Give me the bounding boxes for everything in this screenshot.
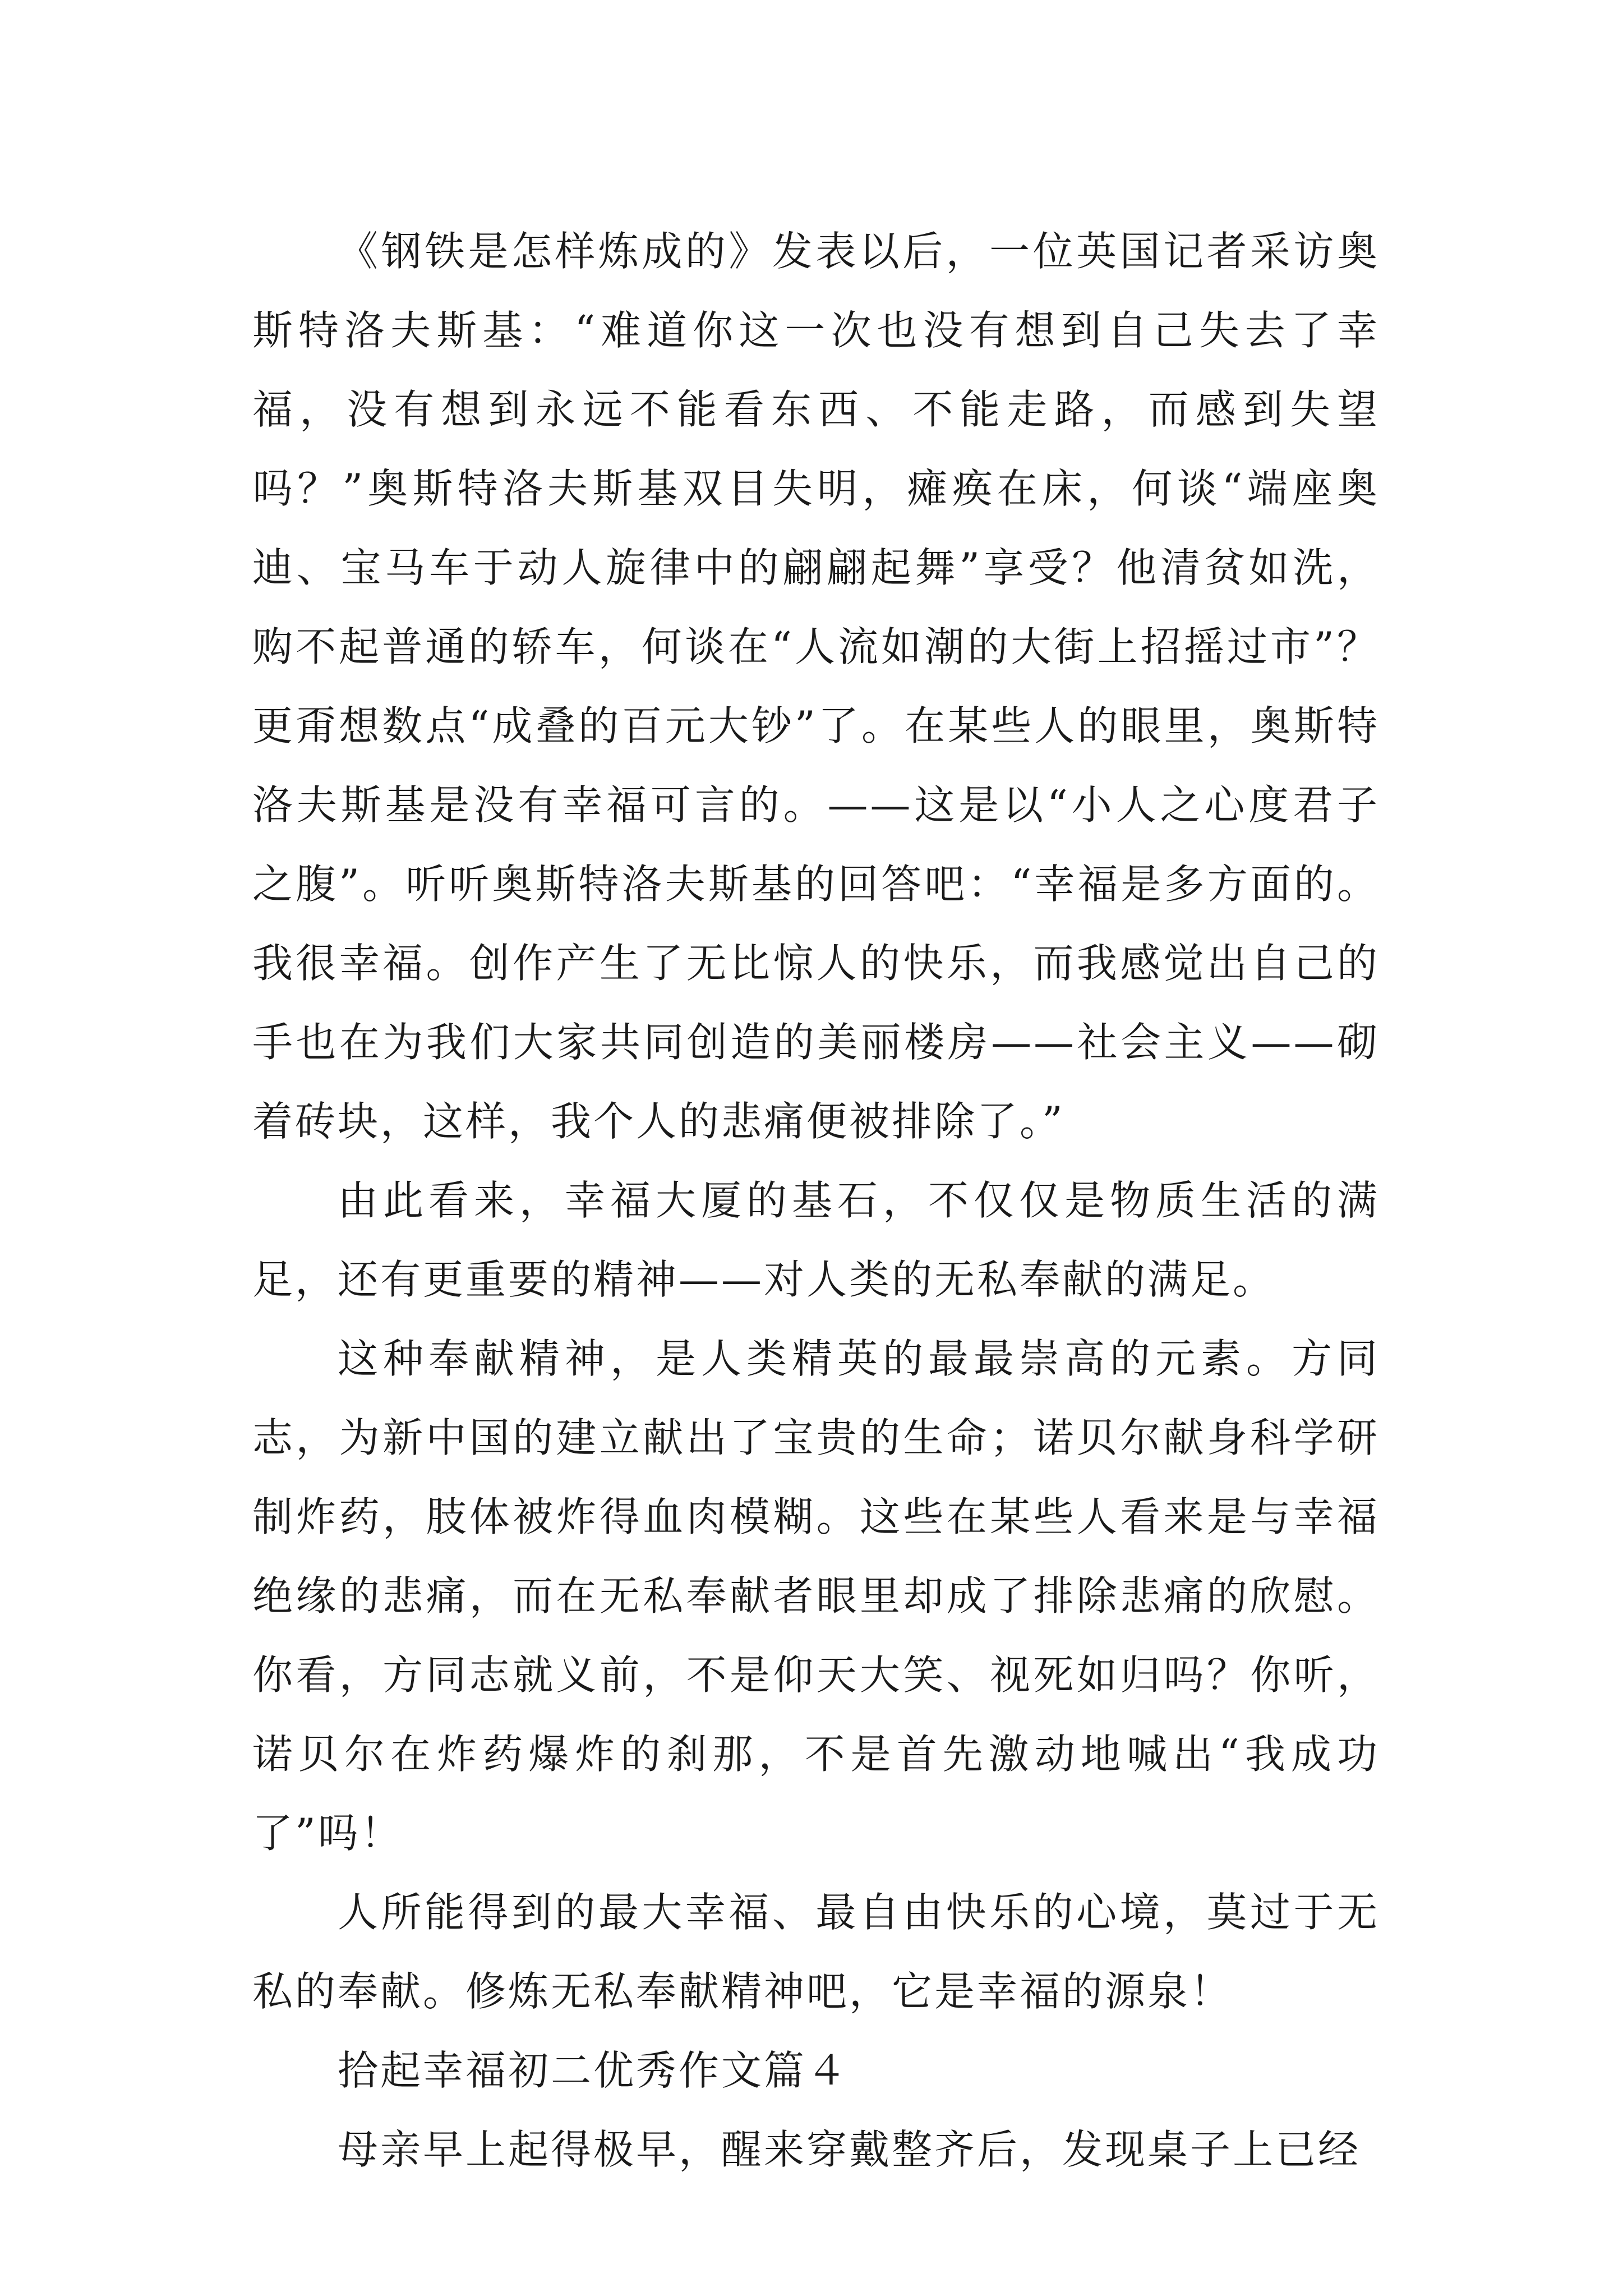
section-heading: 拾起幸福初二优秀作文篇４: [338, 2047, 850, 2094]
paragraph-1: 《钢铁是怎样炼成的》发表以后，一位英国记者采访奥斯特洛夫斯基：“难道你这一次也没有想到自己失去了幸福，没有想到永远不能看东西、不能走路，而感到失望吗？”奥斯特洛夫斯基双目失明，瘫痪在床，何谈“端座奥迪、宝马车于动人旋律中的翩翩起舞”享受？他清贫如洗，购不起普通的轿车，何谈在“人流如潮的大街上招摇过市”？更甭想数点“成叠的百元大钞”了。在某些人的眼里，奥斯特洛夫斯基是没有幸福可言的。——这是以“小人之心度君子之腹”。听听奥斯特洛夫斯基的回答吧：“幸福是多方面的。我很幸福。创作产生了无比惊人的快乐，而我感觉出自己的手也在为我们大家共同创造的美丽楼房——社会主义——砌着砖块，这样，我个人的悲痛便被排除了。”: [252, 228, 1380, 1145]
paragraph-2: 由此看来，幸福大厦的基石，不仅仅是物质生活的满足，还有更重要的精神——对人类的无私奉献的满足。: [252, 1177, 1380, 1303]
paragraph-5: 母亲早上起得极早，醒来穿戴整齐后，发现桌子上已经: [338, 2126, 1361, 2173]
paragraph-4: 人所能得到的最大幸福、最自由快乐的心境，莫过于无私的奉献。修炼无私奉献精神吧，它是幸福的源泉！: [252, 1889, 1380, 2015]
paragraph-3: 这种奉献精神，是人类精英的最最崇高的元素。方同志，为新中国的建立献出了宝贵的生命；诺贝尔献身科学研制炸药，肢体被炸得血肉模糊。这些在某些人看来是与幸福绝缘的悲痛，而在无私奉献者眼里却成了排除悲痛的欣慰。你看，方同志就义前，不是仰天大笑、视死如归吗？你听，诺贝尔在炸药爆炸的刹那，不是首先激动地喊出“我成功了”吗！: [252, 1335, 1380, 1857]
essay-text: [252, 212, 1380, 2189]
